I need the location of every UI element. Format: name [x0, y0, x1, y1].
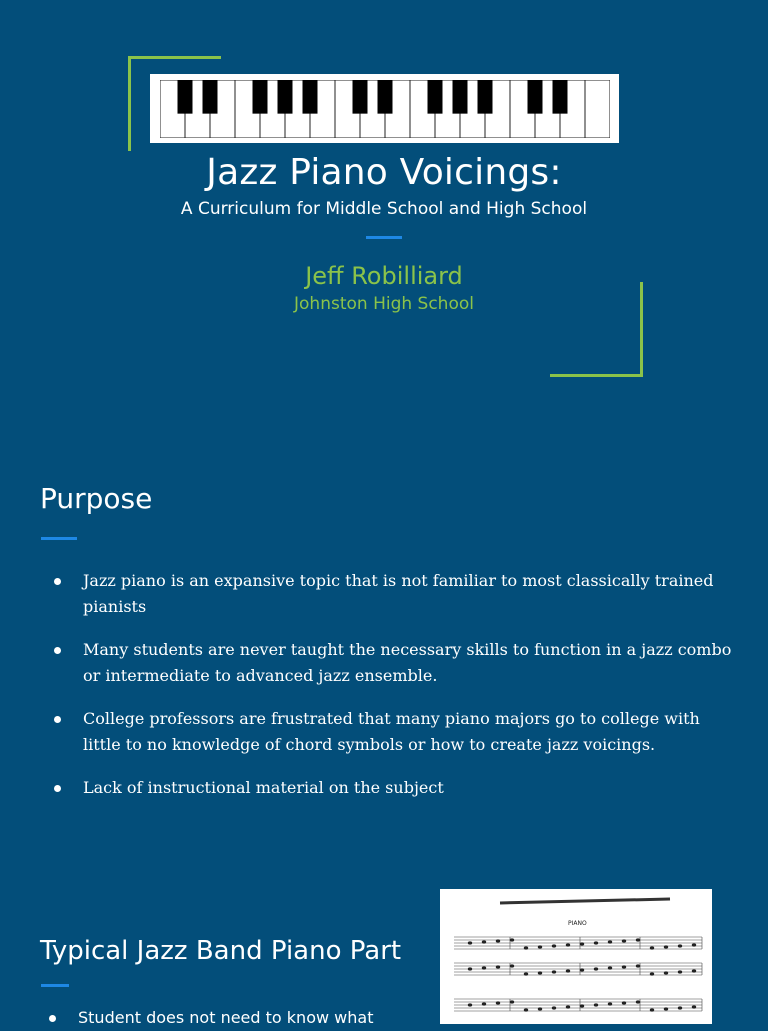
list-item	[52, 775, 732, 801]
list-item	[47, 1005, 407, 1031]
bullet-text: Many students are never taught the necessary skills to function in a jazz combo or intermediate to advanced jazz ensemble.	[83, 640, 732, 685]
author-name: Jeff Robilliard	[305, 262, 463, 290]
bullet-icon	[54, 785, 61, 792]
purpose-slide	[0, 440, 768, 860]
sheet-music-image	[440, 889, 712, 1024]
bullet-icon	[54, 647, 61, 654]
bullet-icon	[54, 716, 61, 723]
bullet-text: College professors are frustrated that many piano majors go to college with little to no knowledge of chord symbols or how to create jazz voicings.	[83, 709, 700, 754]
score-label: PIANO	[568, 920, 587, 927]
presentation-subtitle: A Curriculum for Middle School and High School	[180, 199, 588, 219]
title-divider	[366, 236, 402, 239]
bullet-text: Lack of instructional material on the subject	[83, 778, 444, 797]
sheet-music-icon	[440, 889, 712, 1024]
typical-part-slide	[0, 860, 768, 1027]
purpose-bullet-list	[52, 568, 732, 818]
list-item	[52, 637, 732, 689]
bullet-icon	[49, 1015, 56, 1022]
bullet-text: Student does not need to know what	[78, 1008, 374, 1027]
presentation-title: Jazz Piano Voicings:	[206, 152, 562, 193]
slide-heading: Typical Jazz Band Piano Part	[40, 936, 402, 966]
slide-heading: Purpose	[40, 482, 153, 515]
list-item	[52, 568, 732, 620]
typical-bullet-list	[47, 1005, 407, 1031]
list-item	[52, 706, 732, 758]
piano-keyboard-image	[150, 74, 619, 143]
bullet-text: Jazz piano is an expansive topic that is not familiar to most classically trained pianists	[83, 571, 714, 616]
piano-keys-icon	[160, 80, 610, 138]
heading-divider	[41, 537, 77, 540]
title-slide	[0, 0, 768, 440]
author-school: Johnston High School	[294, 294, 474, 314]
bullet-icon	[54, 578, 61, 585]
heading-divider	[41, 984, 69, 987]
